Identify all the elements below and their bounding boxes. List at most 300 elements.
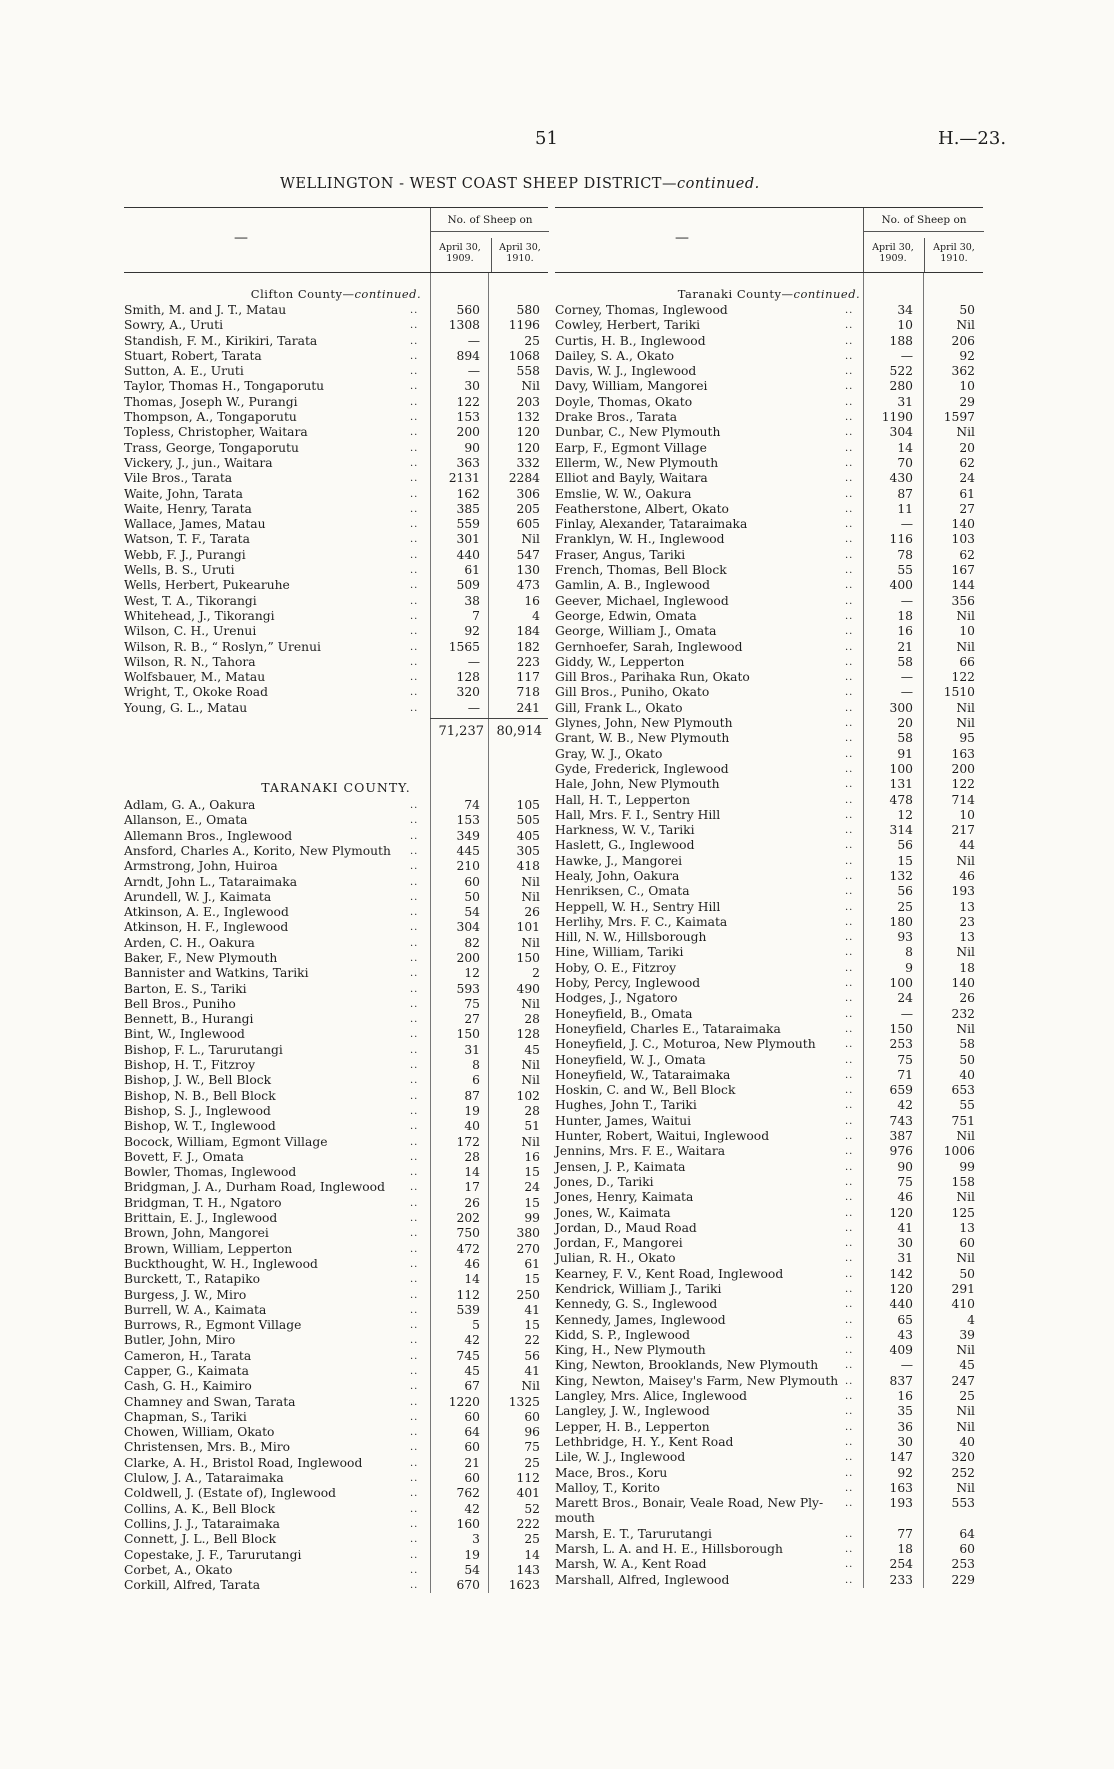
leader-dots: .. (845, 1222, 854, 1234)
sheep-1910: 117 (516, 670, 540, 685)
sheep-1910: 150 (516, 950, 540, 965)
sheep-1910: Nil (956, 1480, 975, 1495)
owner-name: Bennett, B., Hurangi (124, 1012, 254, 1027)
sheep-1910: Nil (956, 1251, 975, 1266)
table-row (555, 1481, 983, 1496)
sheep-1910: 103 (951, 532, 975, 547)
total-1909: 71,237 (438, 724, 484, 740)
owner-name: King, Newton, Maisey's Farm, New Plymouth (555, 1373, 839, 1388)
table-row (555, 502, 983, 517)
leader-dots: .. (845, 702, 854, 714)
leader-dots: .. (845, 763, 854, 775)
leader-dots: .. (410, 1090, 419, 1102)
sheep-1909: — (900, 593, 913, 608)
sheep-1910: 41 (524, 1302, 540, 1317)
leader-dots: .. (410, 320, 419, 332)
header-col-1909: April 30, 1909. (872, 242, 914, 264)
table-row (124, 685, 548, 700)
owner-name: Allemann Bros., Inglewood (124, 828, 293, 843)
table-row (555, 1297, 983, 1312)
sheep-1910: 505 (516, 813, 540, 828)
header-blank: — (675, 230, 689, 246)
sheep-1910: 1196 (508, 318, 540, 333)
sheep-1910: 125 (951, 1205, 975, 1220)
table-row (124, 349, 548, 364)
leader-dots: .. (845, 978, 854, 990)
sheep-1910: 253 (951, 1557, 975, 1572)
clifton-total-row (124, 716, 548, 744)
sheep-1910: 200 (951, 761, 975, 776)
sheep-1909: 14 (897, 440, 913, 455)
sheep-1909: 12 (464, 966, 480, 981)
table-row (124, 1440, 548, 1455)
sheep-1910: Nil (521, 1379, 540, 1394)
sheep-1910: Nil (956, 318, 975, 333)
sheep-1909: 1190 (881, 410, 913, 425)
sheep-1909: 254 (889, 1557, 913, 1572)
owner-name: Chamney and Swan, Tarata (124, 1394, 296, 1409)
sheep-1909: 409 (889, 1343, 913, 1358)
table-row (555, 1175, 983, 1190)
leader-dots: .. (410, 1228, 419, 1240)
table-row (555, 395, 983, 410)
owner-name: Curtis, H. B., Inglewood (555, 333, 706, 348)
sheep-1909: 60 (464, 1440, 480, 1455)
table-row (555, 624, 983, 639)
sheep-1910: Nil (956, 425, 975, 440)
owner-name: Gill Bros., Parihaka Run, Okato (555, 670, 750, 685)
header-group (430, 208, 549, 272)
owner-name: Doyle, Thomas, Okato (555, 394, 693, 409)
owner-name: Wilson, R. B., “ Roslyn,” Urenui (124, 639, 321, 654)
leader-dots: .. (410, 1121, 419, 1133)
table-row (124, 1226, 548, 1241)
sheep-1909: 28 (464, 1149, 480, 1164)
table-row (555, 1466, 983, 1481)
table-row (124, 1150, 548, 1165)
sheep-1910: 60 (959, 1542, 975, 1557)
table-row (555, 563, 983, 578)
leader-dots: .. (845, 1085, 854, 1097)
table-row (555, 976, 983, 991)
leader-dots: .. (410, 1534, 419, 1546)
sheep-1910: 46 (959, 868, 975, 883)
leader-dots: .. (410, 1029, 419, 1041)
table-row (555, 1053, 983, 1068)
owner-name: Jordan, D., Maud Road (555, 1220, 697, 1235)
sheep-1909: 36 (897, 1419, 913, 1434)
sheep-1910: 229 (951, 1572, 975, 1587)
table-row (124, 1257, 548, 1272)
leader-dots: .. (410, 396, 419, 408)
owner-name: Baker, F., New Plymouth (124, 950, 278, 965)
sheep-1909: — (467, 700, 480, 715)
owner-name: Drake Bros., Tarata (555, 410, 678, 425)
table-row (124, 936, 548, 951)
sheep-1910: 362 (951, 364, 975, 379)
leader-dots: .. (845, 932, 854, 944)
sheep-1909: 202 (456, 1211, 480, 1226)
owner-name: Kendrick, William J., Tariki (555, 1282, 722, 1296)
leader-dots: .. (410, 442, 419, 454)
sheep-1910: 99 (524, 1211, 540, 1226)
sheep-1910: 60 (524, 1409, 540, 1424)
leader-dots: .. (410, 983, 419, 995)
owner-name: King, Newton, Brooklands, New Plymouth (555, 1358, 819, 1373)
sheep-1910: 58 (959, 1037, 975, 1052)
table-row (124, 594, 548, 609)
leader-dots: .. (410, 1274, 419, 1286)
owner-name: Bell Bros., Puniho (124, 996, 236, 1011)
owner-name: Hall, Mrs. F. I., Sentry Hill (555, 807, 721, 822)
sheep-1910: 490 (516, 981, 540, 996)
leader-dots: .. (845, 488, 854, 500)
table-row (124, 1272, 548, 1287)
leader-dots: .. (410, 1381, 419, 1393)
leader-dots: .. (410, 549, 419, 561)
sheep-1909: 153 (456, 410, 480, 425)
owner-name: Heppell, W. H., Sentry Hill (555, 899, 721, 914)
leader-dots: .. (410, 1014, 419, 1026)
left-table-body (124, 273, 548, 1593)
leader-dots: .. (845, 825, 854, 837)
sheep-1909: 445 (456, 843, 480, 858)
leader-dots: .. (845, 626, 854, 638)
leader-dots: .. (845, 412, 854, 424)
sheep-1910: 92 (959, 348, 975, 363)
owner-name: Jones, W., Kaimata (555, 1205, 671, 1220)
sheep-1909: 82 (464, 935, 480, 950)
leader-dots: .. (845, 1421, 854, 1433)
owner-name: Whitehead, J., Tikorangi (124, 608, 275, 623)
table-row (555, 1328, 983, 1343)
table-row (124, 1196, 548, 1211)
leader-dots: .. (410, 800, 419, 812)
sheep-1909: 87 (464, 1088, 480, 1103)
leader-dots: .. (410, 656, 419, 668)
sheep-1910: Nil (956, 1343, 975, 1358)
owner-name: Butler, John, Miro (124, 1333, 236, 1348)
leader-dots: .. (845, 1345, 854, 1357)
sheep-1909: 150 (889, 1021, 913, 1036)
table-row (555, 808, 983, 823)
sheep-1910: 66 (959, 654, 975, 669)
owner-name: Honeyfield, W. J., Omata (555, 1052, 706, 1067)
table-row (555, 900, 983, 915)
leader-dots: .. (410, 672, 419, 684)
sheep-1909: 92 (464, 624, 480, 639)
sheep-1909: 54 (464, 905, 480, 920)
table-row (555, 1236, 983, 1251)
table-row (124, 1456, 548, 1471)
sheep-1910: 203 (516, 394, 540, 409)
sheep-1909: 1565 (448, 639, 480, 654)
sheep-1910: 62 (959, 547, 975, 562)
table-row (124, 334, 548, 349)
sheep-1910: 10 (959, 379, 975, 394)
owner-name: Hale, John, New Plymouth (555, 777, 720, 792)
table-row (124, 1211, 548, 1226)
table-row (124, 502, 548, 517)
leader-dots: .. (410, 907, 419, 919)
owner-name: Ellerm, W., New Plymouth (555, 455, 719, 470)
leader-dots: .. (845, 993, 854, 1005)
sheep-1910: 14 (524, 1547, 540, 1562)
owner-name: Vickery, J., jun., Waitara (124, 455, 273, 470)
table-row (124, 364, 548, 379)
leader-dots: .. (845, 1452, 854, 1464)
table-row (124, 379, 548, 394)
sheep-1910: 120 (516, 440, 540, 455)
leader-dots: .. (845, 1161, 854, 1173)
sheep-1909: 1308 (448, 318, 480, 333)
sheep-1910: 44 (959, 838, 975, 853)
sheep-1910: 15 (524, 1272, 540, 1287)
sheep-1909: 131 (889, 777, 913, 792)
leader-dots: .. (845, 1467, 854, 1479)
sheep-1910: 122 (951, 670, 975, 685)
owner-name: Emslie, W. W., Oakura (555, 486, 692, 501)
leader-dots: .. (845, 396, 854, 408)
table-row (124, 1073, 548, 1088)
sheep-1909: 16 (897, 1389, 913, 1404)
owner-name: Honeyfield, Charles E., Tataraimaka (555, 1021, 781, 1036)
sheep-1909: 314 (889, 823, 913, 838)
owner-name: Gray, W. J., Okato (555, 746, 663, 761)
sheep-1909: 120 (889, 1205, 913, 1220)
owner-name: Cowley, Herbert, Tariki (555, 318, 701, 333)
leader-dots: .. (845, 1268, 854, 1280)
table-row (124, 813, 548, 828)
table-row (555, 716, 983, 731)
sheep-1909: 92 (897, 1465, 913, 1480)
table-row (124, 890, 548, 905)
owner-name: Finlay, Alexander, Tataraimaka (555, 517, 748, 532)
sheep-1909: 147 (889, 1450, 913, 1465)
table-row (124, 829, 548, 844)
sheep-1909: 90 (464, 440, 480, 455)
sheep-1910: 2 (532, 966, 540, 981)
sheep-1909: 20 (897, 716, 913, 731)
table-row (124, 1333, 548, 1348)
header-group (863, 208, 984, 272)
section-heading-italic: continued. (793, 287, 861, 301)
leader-dots: .. (845, 503, 854, 515)
sheep-1910: Nil (956, 1190, 975, 1205)
sheep-1909: 210 (456, 859, 480, 874)
leader-dots: .. (845, 1375, 854, 1387)
sheep-1910: Nil (521, 1134, 540, 1149)
owner-name: Kennedy, G. S., Inglewood (555, 1297, 718, 1312)
owner-name: Arndt, John L., Tataraimaka (124, 874, 298, 889)
sheep-1910: 418 (516, 859, 540, 874)
table-row (124, 456, 548, 471)
sheep-1909: 762 (456, 1486, 480, 1501)
owner-name: Malloy, T., Korito (555, 1480, 660, 1495)
leader-dots: .. (845, 1360, 854, 1372)
table-row (555, 578, 983, 593)
table-row (555, 1007, 983, 1022)
leader-dots: .. (845, 1238, 854, 1250)
sheep-1909: 45 (464, 1364, 480, 1378)
table-row (555, 762, 983, 777)
section-heading-clifton (124, 287, 548, 303)
leader-dots: .. (845, 1023, 854, 1035)
sheep-1910: 15 (524, 1195, 540, 1210)
sheep-1909: 385 (456, 501, 480, 516)
table-row (555, 334, 983, 349)
owner-name: Lepper, H. B., Lepperton (555, 1419, 710, 1434)
leader-dots: .. (410, 845, 419, 857)
sheep-1910: 50 (959, 1266, 975, 1281)
sheep-1909: 132 (889, 868, 913, 883)
leader-dots: .. (410, 1473, 419, 1485)
sheep-1909: 670 (456, 1578, 480, 1593)
header-blank: — (234, 230, 248, 246)
owner-name: Haslett, G., Inglewood (555, 838, 695, 853)
sheep-1910: 473 (516, 578, 540, 593)
sheep-1910: 52 (524, 1501, 540, 1516)
table-row (555, 793, 983, 808)
leader-dots: .. (845, 1054, 854, 1066)
sheep-1910: 25 (524, 1532, 540, 1547)
table-row (555, 410, 983, 425)
table-row (555, 1374, 983, 1389)
leader-dots: .. (410, 1411, 419, 1423)
leader-dots: .. (410, 861, 419, 873)
sheep-1909: 46 (464, 1256, 480, 1271)
sheep-1909: 301 (456, 532, 480, 547)
owner-name: Marsh, E. T., Tarurutangi (555, 1526, 712, 1541)
table-row (124, 1242, 548, 1257)
leader-dots: .. (410, 891, 419, 903)
table-row (124, 395, 548, 410)
table-row (555, 1435, 983, 1450)
leader-dots: .. (410, 1427, 419, 1439)
leader-dots: .. (845, 442, 854, 454)
table-row (555, 349, 983, 364)
table-row (124, 1410, 548, 1425)
leader-dots: .. (410, 626, 419, 638)
table-row (555, 1450, 983, 1465)
table-row (555, 1129, 983, 1144)
sheep-1909: 522 (889, 364, 913, 379)
leader-dots: .. (845, 1528, 854, 1540)
table-row (124, 410, 548, 425)
leader-dots: .. (845, 457, 854, 469)
leader-dots: .. (845, 748, 854, 760)
sheep-1910: 13 (959, 930, 975, 945)
sheep-1910: 223 (516, 654, 540, 669)
leader-dots: .. (410, 1350, 419, 1362)
sheep-1909: 70 (897, 455, 913, 470)
table-row (124, 1043, 548, 1058)
leader-dots: .. (845, 1008, 854, 1020)
sheep-1909: 87 (897, 486, 913, 501)
sheep-1909: 60 (464, 874, 480, 889)
table-row (124, 1318, 548, 1333)
table-row (555, 1190, 983, 1205)
sheep-1909: 17 (464, 1180, 480, 1195)
sheep-1909: 100 (889, 976, 913, 991)
sheep-1910: 558 (516, 364, 540, 379)
owner-name: Hill, N. W., Hillsborough (555, 930, 707, 945)
table-row (555, 364, 983, 379)
owner-name: Bishop, W. T., Inglewood (124, 1119, 276, 1134)
sheep-1909: 112 (456, 1287, 480, 1302)
owner-name: Franklyn, W. H., Inglewood (555, 532, 725, 547)
leader-dots: .. (845, 366, 854, 378)
leader-dots: .. (845, 427, 854, 439)
owner-name: Bishop, N. B., Bell Block (124, 1088, 276, 1103)
leader-dots: .. (845, 305, 854, 316)
table-row (555, 1221, 983, 1236)
owner-name: Dailey, S. A., Okato (555, 348, 675, 363)
sheep-1909: 42 (897, 1098, 913, 1113)
leader-dots: .. (845, 595, 854, 607)
leader-dots: .. (845, 1176, 854, 1188)
leader-dots: .. (410, 519, 419, 531)
sheep-1910: 62 (959, 455, 975, 470)
sheep-1909: 659 (889, 1083, 913, 1098)
sheep-1909: 30 (897, 1236, 913, 1251)
table-row (124, 1135, 548, 1150)
sheep-1909: 11 (897, 501, 913, 516)
sheep-1910: 39 (959, 1327, 975, 1342)
sheep-1909: 750 (456, 1226, 480, 1241)
table-row (124, 875, 548, 890)
table-row (555, 655, 983, 670)
sheep-1910: Nil (956, 1021, 975, 1036)
header-col-1910: April 30, 1910. (924, 238, 983, 272)
sheep-1909: 75 (897, 1052, 913, 1067)
sheep-1910: Nil (956, 1129, 975, 1144)
table-row (124, 1486, 548, 1501)
leader-dots: .. (845, 1253, 854, 1265)
sheep-1910: 1623 (508, 1578, 540, 1593)
owner-name: Coldwell, J. (Estate of), Inglewood (124, 1486, 337, 1501)
table-row (124, 1303, 548, 1318)
table-row (124, 441, 548, 456)
sheep-1909: 472 (456, 1241, 480, 1256)
sheep-1910: 25 (524, 1455, 540, 1470)
sheep-1909: 200 (456, 425, 480, 440)
leader-dots: .. (845, 794, 854, 806)
leader-dots: .. (845, 962, 854, 974)
sheep-1909: 30 (464, 379, 480, 394)
sheep-1909: 21 (464, 1455, 480, 1470)
sheep-1910: 16 (524, 593, 540, 608)
sheep-1909: 440 (456, 547, 480, 562)
sheep-1910: 15 (524, 1165, 540, 1180)
owner-name: Mace, Bros., Koru (555, 1465, 668, 1480)
leader-dots: .. (845, 350, 854, 362)
owner-name: Kearney, F. V., Kent Road, Inglewood (555, 1266, 784, 1281)
table-row (124, 1165, 548, 1180)
owner-name: Gyde, Frederick, Inglewood (555, 761, 729, 776)
sheep-1910: 605 (516, 517, 540, 532)
owner-name: Julian, R. H., Okato (555, 1251, 676, 1266)
sheep-1910: 2284 (508, 471, 540, 486)
leader-dots: .. (410, 1304, 419, 1316)
table-row (124, 982, 548, 997)
owner-name: Gill, Frank L., Okato (555, 700, 683, 715)
sheep-1910: 718 (516, 685, 540, 700)
table-row (555, 548, 983, 563)
sheep-1909: 93 (897, 930, 913, 945)
sheep-1910: Nil (521, 935, 540, 950)
page-number: 51 (535, 128, 558, 149)
